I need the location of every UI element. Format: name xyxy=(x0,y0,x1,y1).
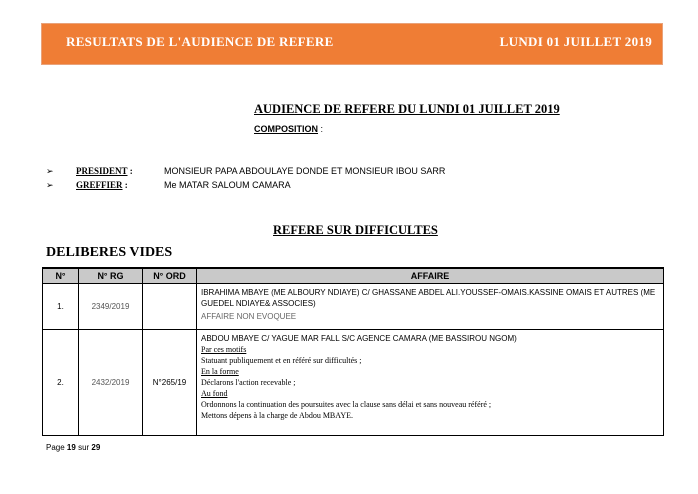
header-banner xyxy=(42,24,662,64)
page-total: 29 xyxy=(91,443,101,452)
case-status: AFFAIRE NON EVOQUEE xyxy=(201,312,297,321)
page-footer xyxy=(46,443,100,452)
cell-affaire xyxy=(197,284,664,330)
member-role: GREFFIER xyxy=(76,180,123,190)
motifs-label: Par ces motifs xyxy=(201,345,247,354)
fond-label: Au fond xyxy=(201,389,228,398)
cell-ord xyxy=(143,284,197,330)
forme-label: En la forme xyxy=(201,367,239,376)
col-header-affaire: AFFAIRE xyxy=(197,268,664,284)
case-parties: IBRAHIMA MBAYE (ME ALBOURY NDIAYE) C/ GHASSANE ABDEL ALI.YOUSSEF-OMAIS.KASSINE OMAIS ET AUTRES (ME GUEDEL NDIAYE& ASSOCIES) xyxy=(201,288,656,308)
member-president xyxy=(46,166,445,177)
cases-table xyxy=(42,267,664,436)
member-role-sep: : xyxy=(122,180,128,190)
member-role-sep: : xyxy=(127,166,133,176)
composition-suffix: : xyxy=(318,124,324,134)
col-header-ord: N° ORD xyxy=(143,268,197,284)
table-row xyxy=(43,330,664,436)
bullet-arrow-icon: ➢ xyxy=(46,180,54,190)
member-role: PRESIDENT xyxy=(76,166,128,176)
cell-num: 2. xyxy=(43,330,79,436)
member-greffier xyxy=(46,180,291,191)
table-row xyxy=(43,284,664,330)
member-name: MONSIEUR PAPA ABDOULAYE DONDE ET MONSIEUR IBOU SARR xyxy=(164,166,446,176)
fond-text-1: Ordonnons la continuation des poursuites avec la clause sans délai et sans nouveau référé ; xyxy=(201,400,492,409)
page-word: Page xyxy=(46,443,65,452)
forme-text: Déclarons l'action recevable ; xyxy=(201,378,296,387)
composition-line xyxy=(254,124,323,134)
cell-num: 1. xyxy=(43,284,79,330)
cell-affaire xyxy=(197,330,664,436)
document-title: AUDIENCE DE REFERE DU LUNDI 01 JUILLET 2019 xyxy=(254,102,560,116)
of-word: sur xyxy=(78,443,90,452)
header-left-title: RESULTATS DE L'AUDIENCE DE REFERE xyxy=(66,34,334,49)
col-header-num: N° xyxy=(43,268,79,284)
composition-label: COMPOSITION xyxy=(254,124,319,134)
cell-rg: 2349/2019 xyxy=(79,284,143,330)
fond-text-2: Mettons dépens à la charge de Abdou MBAYE. xyxy=(201,411,353,420)
cell-rg: 2432/2019 xyxy=(79,330,143,436)
header-date: LUNDI 01 JUILLET 2019 xyxy=(499,34,652,49)
col-header-rg: N° RG xyxy=(79,268,143,284)
motifs-text: Statuant publiquement et en référé sur difficultés ; xyxy=(201,356,362,365)
cell-ord: N°265/19 xyxy=(143,330,197,436)
subsection-title: DELIBERES VIDES xyxy=(46,245,173,260)
member-name: Me MATAR SALOUM CAMARA xyxy=(164,180,291,190)
bullet-arrow-icon: ➢ xyxy=(46,166,54,176)
section-title: REFERE SUR DIFFICULTES xyxy=(273,223,438,237)
table-header-row xyxy=(43,268,664,284)
case-parties: ABDOU MBAYE C/ YAGUE MAR FALL S/C AGENCE CAMARA (ME BASSIROU NGOM) xyxy=(201,334,517,343)
page-number: 19 xyxy=(66,443,76,452)
